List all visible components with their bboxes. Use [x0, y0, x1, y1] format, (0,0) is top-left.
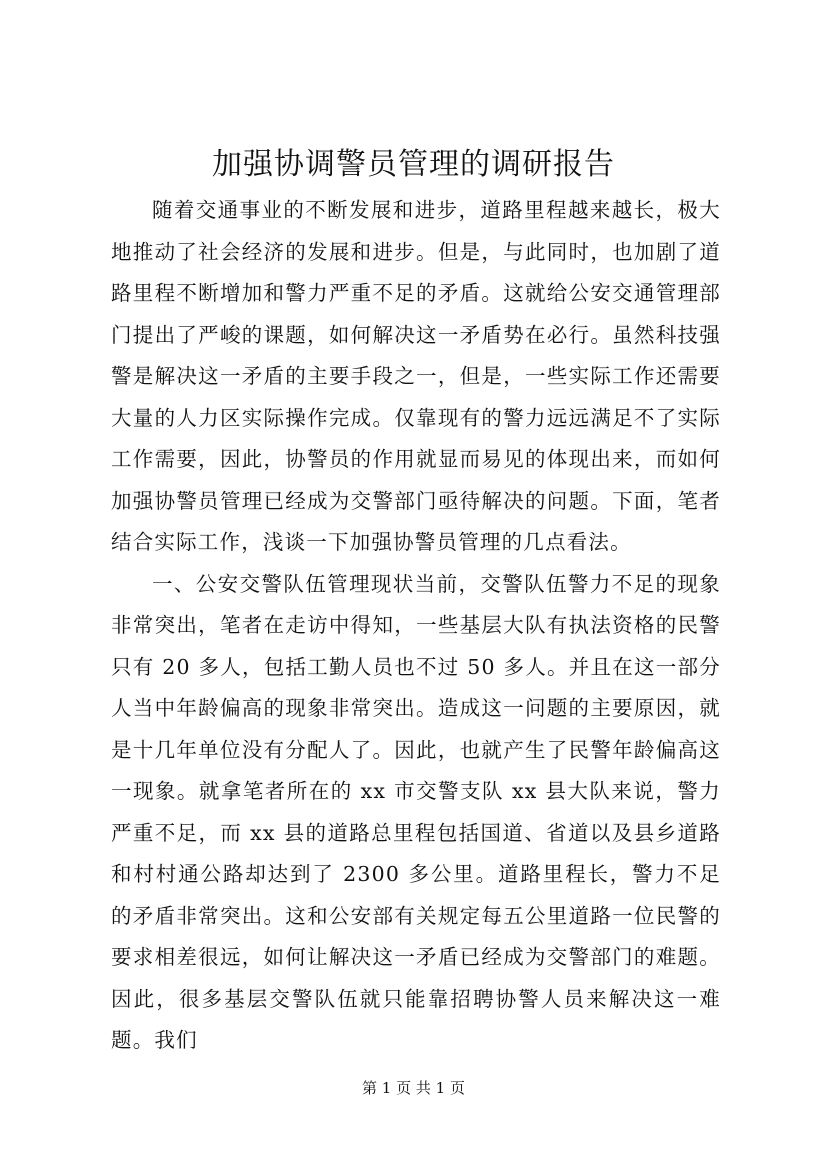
paragraph-intro: 随着交通事业的不断发展和进步，道路里程越来越长，极大地推动了社会经济的发展和进步。但是，与此同时，也加剧了道路里程不断增加和警力严重不足的矛盾。这就给公安交通管理部门提出了严峻的课题，如何解决这一矛盾势在必行。虽然科技强警是解决这一矛盾的主要手段之一，但是，一些实际工作还需要大量的人力区实际操作完成。仅靠现有的警力远远满足不了实际工作需要，因此，协警员的作用就显而易见的体现出来，而如何加强协警员管理已经成为交警部门亟待解决的问题。下面，笔者结合实际工作，浅谈一下加强协警员管理的几点看法。 — [111, 198, 721, 554]
document-title: 加强协调警员管理的调研报告 — [212, 147, 615, 182]
page-number-footer: 第 1 页 共 1 页 — [362, 1079, 465, 1097]
paragraph-section-one: 一、公安交警队伍管理现状当前，交警队伍警力不足的现象非常突出，笔者在走访中得知，一些基层大队有执法资格的民警只有 20 多人，包括工勤人员也不过 50 多人。并且在这一部分人当中年龄偏高的现象非常突出。造成这一问题的主要原因，就是十几年单位没有分配人了。因此，也就产生了民警年龄偏高这一现象。就拿笔者所在的 xx 市交警支队 xx 县大队来说，警力严重不足，而 xx 县的道路总里程包括国道、省道以及县乡道路和村村通公路却达到了 2300 多公里。道路里程长，警力不足的矛盾非常突出。这和公安部有关规定每五公里道路一位民警的要求相差很远，如何让解决这一矛盾已经成为交警部门的难题。因此，很多基层交警队伍就只能靠招聘协警人员来解决这一难题。我们 — [111, 571, 721, 1052]
document-body — [111, 190, 721, 1062]
